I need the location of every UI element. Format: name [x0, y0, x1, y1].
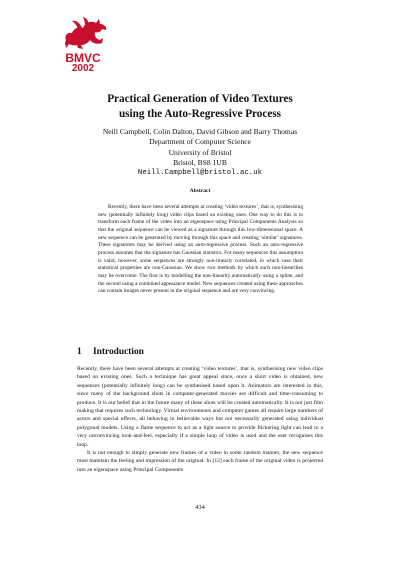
section-number: 1 [77, 347, 82, 357]
abstract-text: Recently, there have been several attempts at creating ‘video textures’, that is, synthesising new (potentially infinitely long) video clips based on existing ones. One way to do this is to transform each frame of the video into an eigenspace using Principal Components Analysis so that the original sequence can be viewed as a signature through this low-dimensional space. A new sequence can be generated by moving through this space and creating ‘similar’ signatures. These signatures may be derived using an auto-regressive process. Such an auto-regressive process assumes that the signature has Gaussian statistics. For many sequences this assumption is valid, however, some sequences are strongly non-linearly correlated, in which case their statistical properties are non-Gaussian. We show two methods by which such non-linearities may be overcome. The first is by modelling the non-linearity automatically using a spline, and the second using a combined appearance model. New sequences created using these approaches can contain images never present in the original sequence and are very convincing. [98, 204, 303, 295]
section-title: Introduction [93, 347, 144, 357]
author-department: Department of Computer Science [149, 137, 251, 147]
author-names: Neill Campbell, Colin Dalton, David Gibson and Barry Thomas [102, 127, 298, 136]
logo-text-bmvc: BMVC [65, 51, 101, 65]
logo-text-year: 2002 [71, 63, 95, 74]
title-line-2: using the Auto-Regressive Process [118, 108, 282, 120]
welsh-dragon-icon [52, 14, 114, 54]
page-number: 434 [195, 504, 205, 511]
introduction-paragraph-2: It is not enough to simply generate new frames of a video in some random manner, the new sequence must maintain the feeling and impression of the original. In [12] each frame of the original video is projected into an eigenspace using Principal Components [77, 450, 323, 473]
paper-title [60, 92, 340, 122]
introduction-body [77, 365, 323, 474]
introduction-paragraph-1: Recently, there have been several attempts at creating ‘video textures’, that is, synthesising new video clips based on existing ones. Such a technique has great appeal since, once a short video is obtained, new sequences (potentially infinitely long) can be synthesised based upon it. Animators are interested in this, since many of the background shots in computer-generated movies are difficult and time-consuming to produce. It is our belief that in the future many of these shots will be created automatically. It is not just film making that requires such technology. Virtual environments and computer games all require large numbers of actors and special effects, all behaving in believable ways but not necessarily generated using individual polygonal models. Using a flame sequence to act as a light source to provide flickering light can lead to a very unconvincing look-and-feel, especially if a simple loop of video is used and the user recognises this loop. [77, 366, 323, 448]
section-heading [77, 346, 327, 358]
bmvc-logo [52, 14, 114, 76]
author-city: Bristol, BS8 1UB [173, 157, 227, 167]
author-block [40, 127, 360, 178]
author-university: University of Bristol [168, 147, 232, 157]
abstract-heading: Abstract [189, 188, 211, 194]
title-line-1: Practical Generation of Video Textures [107, 93, 293, 105]
author-email: Neill.Campbell@bristol.ac.uk [137, 169, 263, 178]
